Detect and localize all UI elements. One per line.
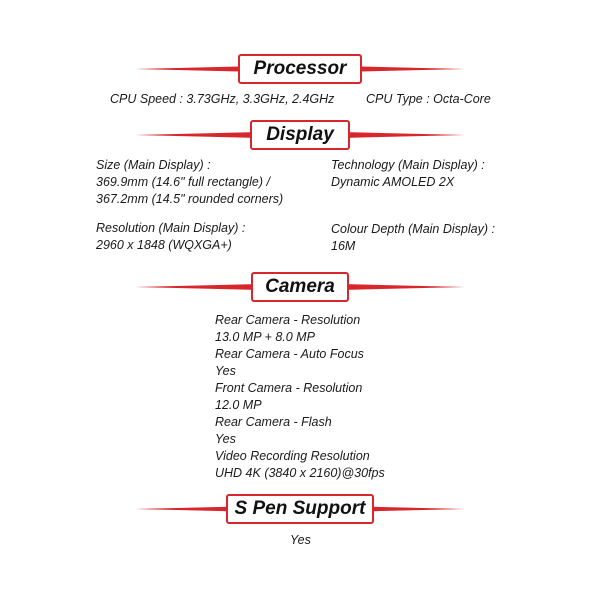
camera-line: Yes: [215, 364, 236, 378]
camera-line: Rear Camera - Flash: [215, 415, 332, 429]
display-resolution-value: 2960 x 1848 (WQXGA+): [96, 238, 232, 252]
camera-line: Video Recording Resolution: [215, 449, 370, 463]
spen-title: S Pen Support: [226, 494, 374, 524]
spen-header: [0, 490, 600, 530]
camera-line: UHD 4K (3840 x 2160)@30fps: [215, 466, 385, 480]
display-resolution-block: [96, 220, 245, 254]
processor-title: Processor: [238, 54, 362, 84]
display-technology-label: Technology (Main Display) :: [331, 158, 485, 172]
display-title: Display: [250, 120, 350, 150]
display-size-line1: 369.9mm (14.6" full rectangle) /: [96, 175, 270, 189]
display-size-label: Size (Main Display) :: [96, 158, 211, 172]
display-colour-depth-value: 16M: [331, 239, 356, 253]
processor-header: [0, 50, 600, 90]
display-colour-depth-block: [331, 221, 495, 255]
camera-specs: [215, 312, 385, 482]
camera-line: Rear Camera - Auto Focus: [215, 347, 364, 361]
camera-line: Rear Camera - Resolution: [215, 313, 361, 327]
display-technology-value: Dynamic AMOLED 2X: [331, 175, 455, 189]
camera-line: 12.0 MP: [215, 398, 262, 412]
cpu-type: CPU Type : Octa-Core: [366, 92, 491, 106]
cpu-speed: CPU Speed : 3.73GHz, 3.3GHz, 2.4GHz: [110, 92, 335, 106]
display-size-line2: 367.2mm (14.5" rounded corners): [96, 192, 284, 206]
camera-line: Yes: [215, 432, 236, 446]
camera-line: Front Camera - Resolution: [215, 381, 363, 395]
display-size-block: [96, 157, 283, 208]
camera-header: [0, 268, 600, 308]
spen-value: Yes: [290, 533, 311, 547]
camera-line: 13.0 MP + 8.0 MP: [215, 330, 315, 344]
display-header: [0, 116, 600, 156]
display-resolution-label: Resolution (Main Display) :: [96, 221, 246, 235]
display-technology-block: [331, 157, 485, 191]
camera-title: Camera: [251, 272, 349, 302]
display-colour-depth-label: Colour Depth (Main Display) :: [331, 222, 495, 236]
